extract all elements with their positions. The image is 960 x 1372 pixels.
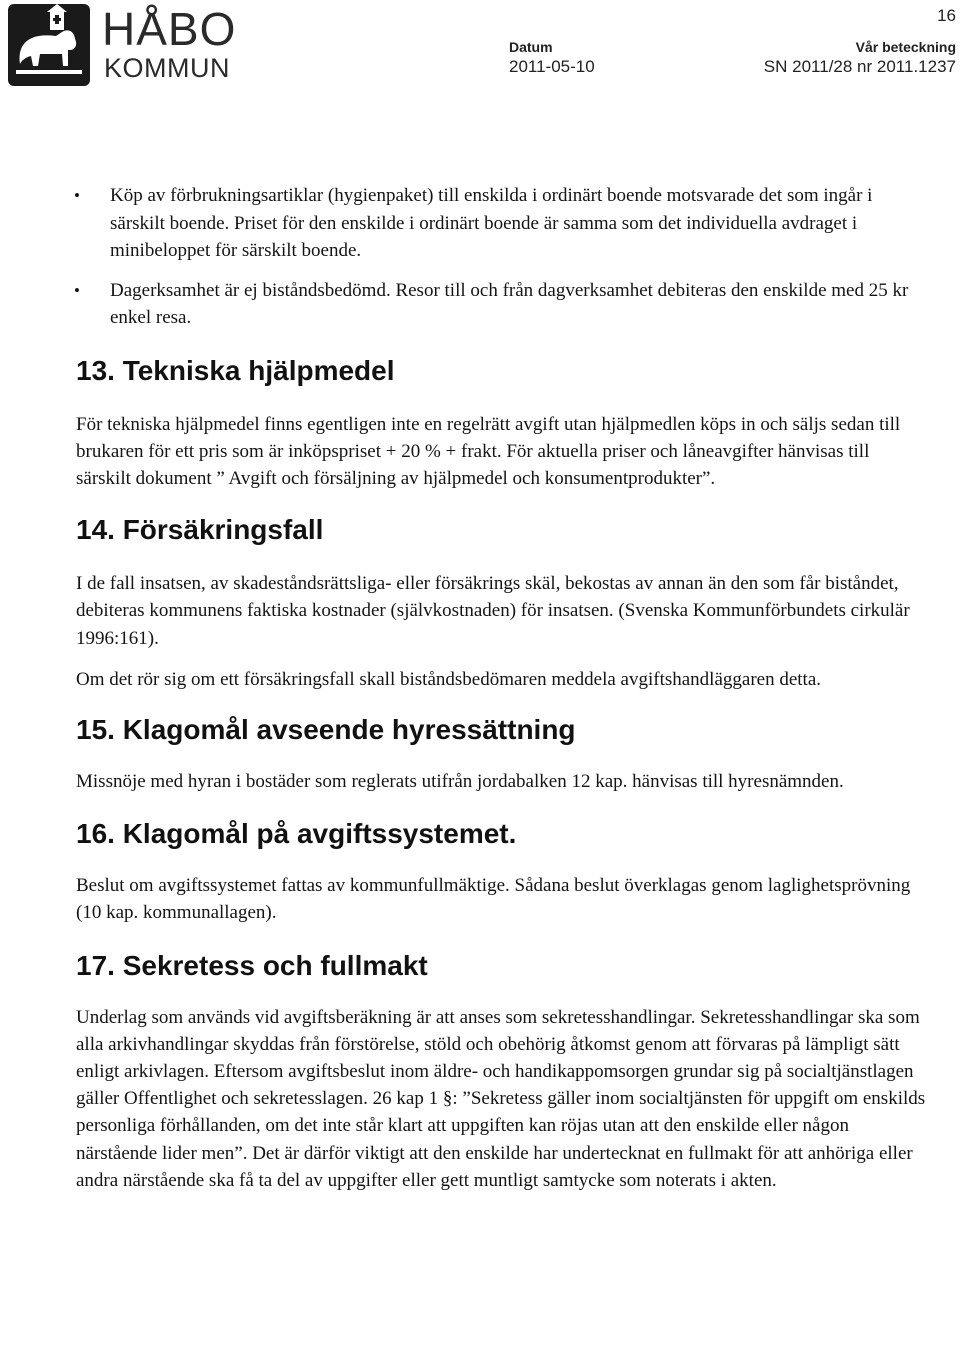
section-13-paragraph: För tekniska hjälpmedel finns egentligen inte en regelrätt avgift utan hjälpmedlen köps in och säljs sedan till brukaren för ett pris som är inköpspriset + 20 % + frakt. För aktuella priser och låneavgifter hänvisas till särskilt dokument ” Avgift och försäljning av hjälpmedel och konsumentprodukter”. <box>76 413 901 489</box>
section-heading-13: 13. Tekniska hjälpmedel <box>76 354 395 386</box>
list-item <box>76 182 926 265</box>
bullet-icon: • <box>74 186 80 205</box>
section-heading-17: 17. Sekretess och fullmakt <box>76 949 428 981</box>
reference-block <box>764 38 956 78</box>
bullet-icon: • <box>74 280 80 300</box>
date-value: 2011-05-10 <box>509 57 595 76</box>
date-label: Datum <box>509 39 553 55</box>
reference-label: Vår beteckning <box>855 39 956 55</box>
reference-value: SN 2011/28 nr 2011.1237 <box>763 57 956 76</box>
section-15-paragraph: Missnöje med hyran i bostäder som reglerats utifrån jordabalken 12 kap. hänvisas till hyresnämnden. <box>76 770 844 792</box>
section-heading-16: 16. Klagomål på avgiftssystemet. <box>76 818 517 850</box>
section-16-paragraph: Beslut om avgiftssystemet fattas av kommunfullmäktige. Sådana beslut överklagas genom laglighetsprövning (10 kap. kommunallagen). <box>76 875 911 924</box>
section-17-paragraph: Underlag som används vid avgiftsberäkning är att anses som sekretesshandlingar. Sekretesshandlingar ska som alla arkivhandlingar skyddas från förstörelse, stöld och obehörig åtkomst genom att förvaras på lämpligt sätt enligt arkivlagen. Eftersom avgiftsbeslut inom äldre- och handikappomsorgen grundar sig på socialtjänstlagen gäller Offentlighet och sekretesslagen. 26 kap 1 §: ”Sekretess gäller inom socialtjänsten för uppgift om enskilds personliga förhållanden, om det inte står klart att uppgiften kan röjas utan att den enskilde eller någon närstående lider men”. Det är därför viktigt att den enskilde har undertecknat en fullmakt för att anhöriga eller andra närstående ska få ta del av uppgifter eller gett muntligt samtycke som noterats i akten. <box>76 1006 926 1191</box>
logo-wordmark: HÅBO <box>102 3 237 55</box>
date-block <box>509 38 595 78</box>
section-14-paragraph-2: Om det rör sig om ett försäkringsfall skall biståndsbedömaren meddela avgiftshandläggaren detta. <box>76 668 822 690</box>
section-14-paragraph-1: I de fall insatsen, av skadeståndsrättsliga- eller försäkrings skäl, bekostas av annan än den som får biståndet, debiteras kommunens faktiska kostnader (självkostnaden) för insatsen. (Svenska Kommunförbundets cirkulär 1996:161). <box>76 573 910 649</box>
bullet-list <box>76 182 926 332</box>
section-heading-14: 14. Försäkringsfall <box>76 514 324 546</box>
page-number: 16 <box>937 6 956 25</box>
habo-kommun-logo <box>6 2 238 88</box>
list-item-text: Dagerksamhet är ej biståndsbedömd. Resor till och från dagverksamhet debiteras den enskilde med 25 kr enkel resa. <box>110 279 909 328</box>
logo-subtitle: KOMMUN <box>104 53 230 83</box>
document-body <box>76 182 926 1194</box>
section-heading-15: 15. Klagomål avseende hyressättning <box>76 713 576 745</box>
habo-emblem-icon <box>6 2 92 88</box>
list-item-text: Köp av förbrukningsartiklar (hygienpaket) till enskilda i ordinärt boende motsvarade det som ingår i särskilt boende. Priset för den enskilde i ordinärt boende är samma som det individuella avdraget i minibeloppet för särskilt boende. <box>110 185 873 261</box>
list-item <box>76 277 926 332</box>
